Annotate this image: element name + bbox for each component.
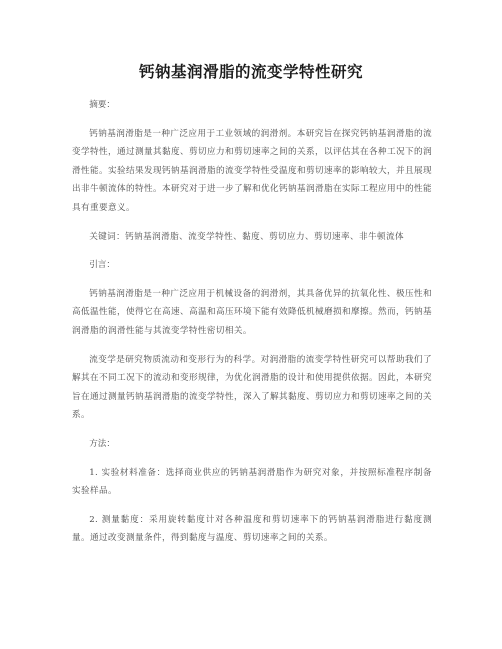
introduction-paragraph-1: 钙钠基润滑脂是一种广泛应用于机械设备的润滑剂，其具备优异的抗氧化性、极压性和高低温性能，使得它在高速、高温和高压环境下能有效降低机械磨损和摩擦。然而，钙钠基润滑脂的润滑性能与其流变学特性密切相关。	[72, 288, 432, 336]
document-body	[72, 96, 432, 558]
abstract-heading: 摘要：	[89, 100, 115, 110]
abstract-paragraph: 钙钠基润滑脂是一种广泛应用于工业领域的润滑剂。本研究旨在探究钙钠基润滑脂的流变学特性，通过测量其黏度、剪切应力和剪切速率之间的关系，以评估其在各种工况下的润滑性能。实验结果发现钙钠基润滑脂的流变学特性受温度和剪切速率的影响较大，并且展现出非牛顿流体的特性。本研究对于进一步了解和优化钙钠基润滑脂在实际工程应用中的性能具有重要意义。	[72, 128, 432, 213]
keywords-paragraph: 关键词：钙钠基润滑脂、流变学特性、黏度、剪切应力、剪切速率、非牛顿流体	[89, 231, 404, 242]
methods-heading: 方法：	[89, 438, 115, 449]
introduction-paragraph-2: 流变学是研究物质流动和变形行为的科学。对润滑脂的流变学特性研究可以帮助我们了解其在不同工况下的流动和变形规律，为优化润滑脂的设计和使用提供依据。因此，本研究旨在通过测量钙钠基润滑脂的流变学特性，深入了解其黏度、剪切应力和剪切速率之间的关系。	[72, 354, 432, 421]
method-item-2: 2. 测量黏度：采用旋转黏度计对各种温度和剪切速率下的钙钠基润滑脂进行黏度测量。通过改变测量条件，得到黏度与温度、剪切速率之间的关系。	[72, 514, 432, 544]
document-title: 钙钠基润滑脂的流变学特性研究	[138, 63, 363, 81]
method-item-1: 1. 实验材料准备：选择商业供应的钙钠基润滑脂作为研究对象，并按照标准程序制备实验样品。	[72, 467, 432, 497]
introduction-heading: 引言：	[89, 260, 115, 271]
